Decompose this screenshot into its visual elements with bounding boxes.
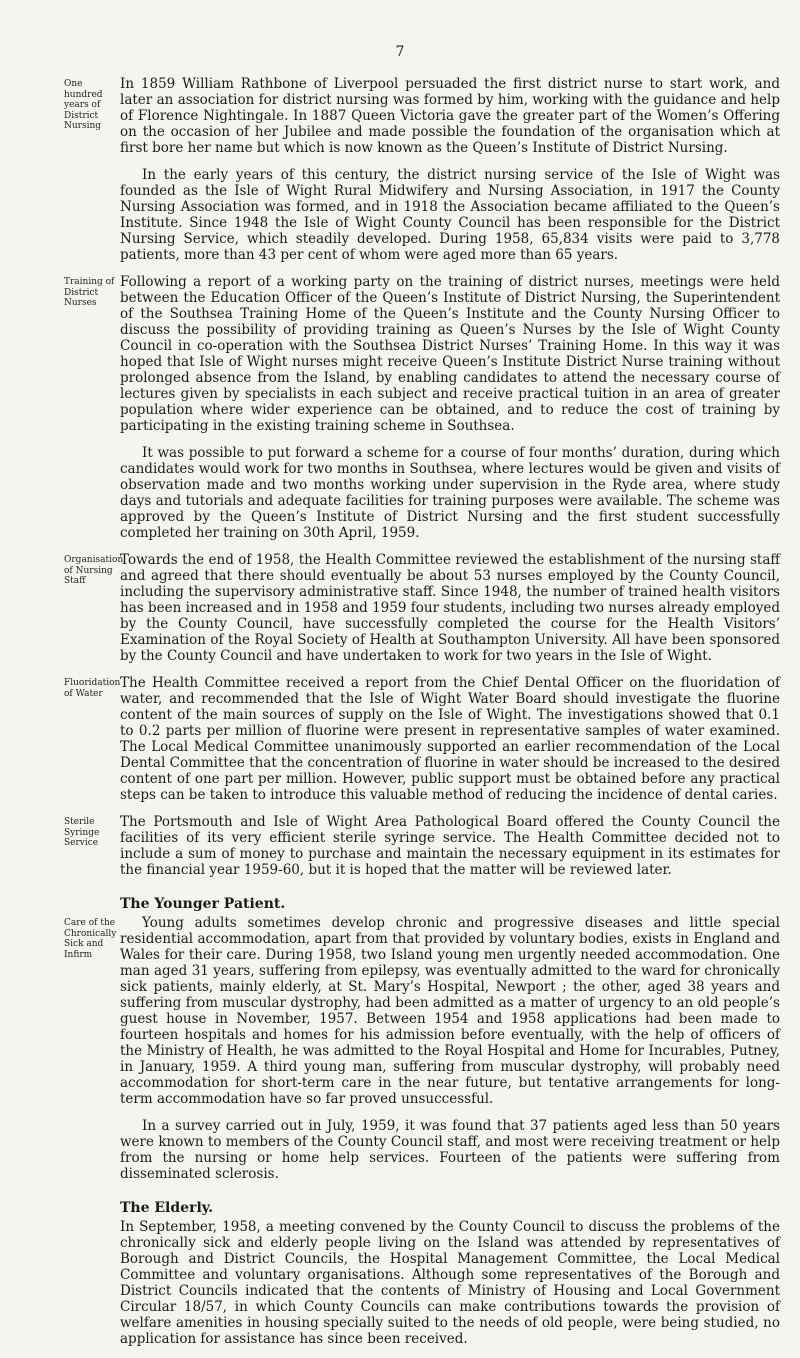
section-organisation <box>64 552 780 675</box>
section-heading-younger-patient: The Younger Patient. <box>120 896 286 912</box>
page-number: 7 <box>395 44 405 60</box>
paragraph: In September, 1958, a meeting convened by the County Council to discuss the problems of the chronically sick and elderly people living on the Island was attended by representatives of Borough and District Councils, the Hospital Management Committee, the Local Medical Committee and voluntary organisations. Although some representatives of the Borough and District Councils indicated that the contents of Ministry of Housing and Local Government Circular 18/57, in which County Councils can make contributions towards the provision of welfare amenities in housing specially suited to the needs of old people, were being studied, no application for assistance has since been received. <box>120 1219 780 1347</box>
side-label-organisation: Organisation of Nursing Staff <box>64 555 124 586</box>
paragraph: Towards the end of 1958, the Health Committee reviewed the establishment of the nursing staff and agreed that there should eventually be about 53 nurses employed by the County Council, including the supervisory administrative staff. Since 1948, the number of trained health visitors has been increased and in 1958 and 1959 four students, including two nurses already employed by the County Council, have successfully completed the course for the Health Visitors’ Examination of the Royal Society of Health at Southampton University. All have been sponsored by the County Council and have undertaken to work for two years in the Isle of Wight. <box>120 552 780 664</box>
heading-row-younger <box>64 889 780 915</box>
section-district-nursing <box>64 76 780 274</box>
side-label-fluoridation: Fluoridation of Water <box>64 678 121 699</box>
side-label-syringe: Sterile Syringe Service <box>64 817 100 848</box>
side-label-chronically-sick: Care of the Chronically Sick and Infirm <box>64 918 117 960</box>
section-younger <box>64 915 780 1193</box>
paragraph: In the early years of this century, the district nursing service of the Isle of Wight was founded as the Isle of Wight Rural Midwifery and Nursing Association, in 1917 the County Nursing Association was formed, and in 1918 the Association became affiliated to the Queen’s Institute. Since 1948 the Isle of Wight County Council has been responsible for the District Nursing Service, which steadily developed. During 1958, 65,834 visits were paid to 3,778 patients, more than 43 per cent of whom were aged more than 65 years. <box>120 167 780 263</box>
section-elderly <box>64 1193 780 1358</box>
paragraph: In 1859 William Rathbone of Liverpool persuaded the first district nurse to start work, and later an association for district nursing was formed by him, working with the guidance and help of Florence Nightingale. In 1887 Queen Victoria gave the greater part of the Women’s Offering on the occasion of her Jubilee and made possible the foundation of the organisation which at first bore her name but which is now known as the Queen’s Institute of District Nursing. <box>120 76 780 156</box>
paragraph: The Health Committee received a report from the Chief Dental Officer on the fluoridation of water, and recommended that the Isle of Wight Water Board should investigate the fluorine content of the main sources of supply on the Isle of Wight. The investigations showed that 0.1 to 0.2 parts per million of fluorine were present in representative samples of water examined. The Local Medical Committee unanimously supported an earlier recommendation of the Local Dental Committee that the concentration of fluorine in water should be increased to the desired content of one part per million. However, public support must be obtained before any practical steps can be taken to introduce this valuable method of reducing the incidence of dental caries. <box>120 675 780 803</box>
paragraph: It was possible to put forward a scheme for a course of four months’ duration, during which candidates would work for two months in Southsea, where lectures would be given and visits of observation made and two months working under supervision in the Ryde area, where study days and tutorials and adequate facilities for training purposes were available. The scheme was approved by the Queen’s Institute of District Nursing and the first student successfully completed her training on 30th April, 1959. <box>120 445 780 541</box>
paragraph: Young adults sometimes develop chronic and progressive diseases and little special residential accommodation, apart from that provided by voluntary bodies, exists in England and Wales for their care. During 1958, two Island young men urgently needed accommodation. One man aged 31 years, suffering from epilepsy, was eventually admitted to the ward for chronically sick patients, mainly elderly, at St. Mary’s Hospital, Newport ; the other, aged 38 years and suffering from muscular dystrophy, had been admitted as a matter of urgency to an old people’s guest house in November, 1957. Between 1954 and 1958 applications had been made to fourteen hospitals and homes for his admission before eventually, with the help of officers of the Ministry of Health, he was admitted to the Royal Hospital and Home for Incurables, Putney, in January, 1959. A third young man, suffering from muscular dystrophy, will probably need accommodation for short-term care in the near future, but tentative arrangements for long-term accommodation have so far proved unsuccessful. <box>120 915 780 1107</box>
paragraph: The Portsmouth and Isle of Wight Area Pathological Board offered the County Council the facilities of its very efficient sterile syringe service. The Health Committee decided not to include a sum of money to purchase and maintain the necessary equipment in its estimates for the financial year 1959-60, but it is hoped that the matter will be reviewed later. <box>120 814 780 878</box>
paragraph: In a survey carried out in July, 1959, it was found that 37 patients aged less than 50 years were known to members of the County Council staff, and most were receiving treatment or help from the nursing or home help services. Fourteen of the patients were suffering from disseminated sclerosis. <box>120 1118 780 1182</box>
section-syringe <box>64 814 780 889</box>
section-training <box>64 274 780 552</box>
page-content <box>64 76 780 1358</box>
section-heading-elderly: The Elderly. <box>120 1200 214 1216</box>
paragraph: Following a report of a working party on the training of district nurses, meetings were held between the Education Officer of the Queen’s Institute of District Nursing, the Superintendent of the Southsea Training Home of the Queen’s Institute and the County Nursing Officer to discuss the possibility of providing training as Queen’s Nurses by the Isle of Wight County Council in co-operation with the Southsea District Nurses’ Training Home. In this way it was hoped that Isle of Wight nurses might receive Queen’s Institute District Nurse training without prolonged absence from the Island, by enabling candidates to attend the necessary course of lectures given by specialists in each subject and receive practical tuition in an area of greater population where wider experience can be obtained, and to reduce the cost of training by participating in the existing training scheme in Southsea. <box>120 274 780 434</box>
section-fluoridation <box>64 675 780 814</box>
side-label-training: Training of District Nurses <box>64 277 115 308</box>
side-label-district-nursing: One hundred years of District Nursing <box>64 79 103 131</box>
